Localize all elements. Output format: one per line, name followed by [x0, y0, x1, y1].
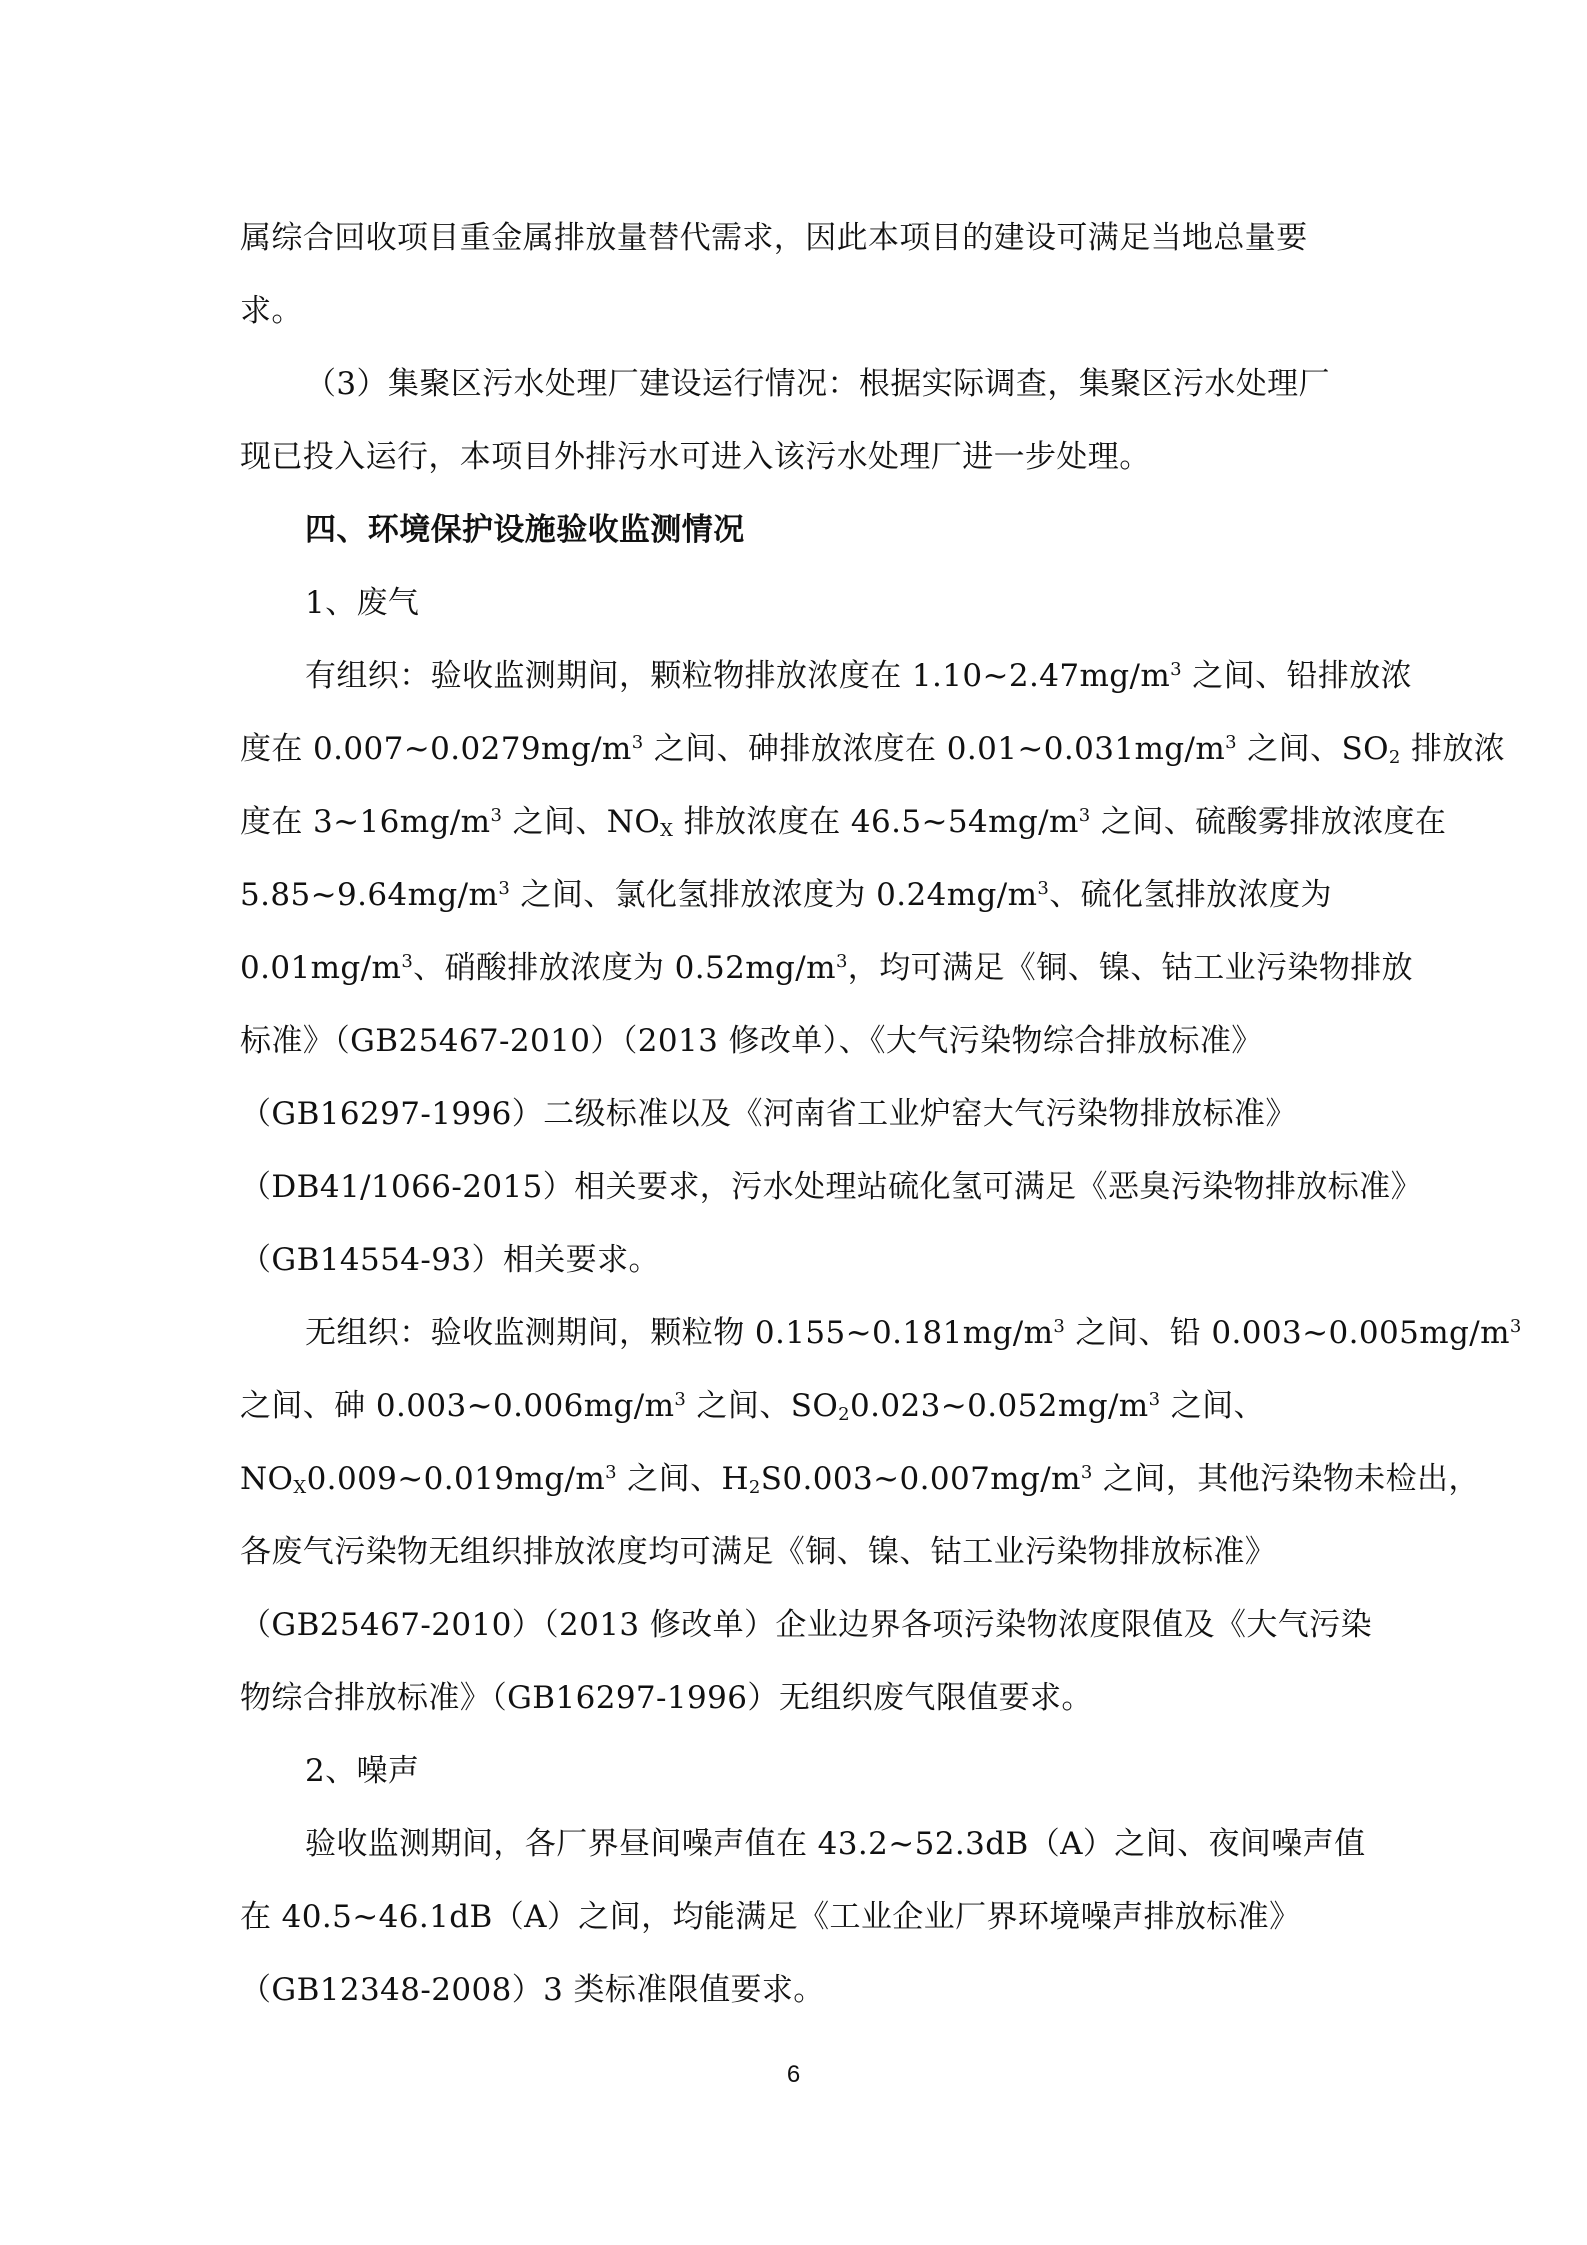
text-line: $0.01mg/m^3$、硝酸排放浓度为 $0.52mg/m^3$，均可满足《铜、镍、钴工业污染物排放 [240, 950, 1413, 986]
text-line: （GB12348-2008）3 类标准限值要求。 [240, 1972, 825, 2008]
text-line: 在 40.5~46.1dB（A）之间，均能满足《工业企业厂界环境噪声排放标准》 [240, 1899, 1301, 1935]
text-line: 之间、砷 $0.003\sim 0.006mg/m^3$ 之间、$SO_20.023\sim 0.052mg/m^3$ 之间、 [240, 1388, 1265, 1425]
text-line: （DB41/1066-2015）相关要求，污水处理站硫化氢可满足《恶臭污染物排放标准》 [240, 1169, 1422, 1205]
text-line: 求。 [240, 293, 303, 329]
text-line: 现已投入运行，本项目外排污水可进入该污水处理厂进一步处理。 [240, 439, 1151, 475]
text-line: （GB25467-2010）（2013 修改单）企业边界各项污染物浓度限值及《大气污染 [240, 1607, 1372, 1643]
text-line: $NO_X0.009\sim 0.019mg/m^3$ 之间、$H_2S0.003\sim 0.007mg/m^3$ 之间，其他污染物未检出， [240, 1461, 1480, 1498]
text-line: （GB14554-93）相关要求。 [240, 1242, 660, 1278]
text-line: 有组织：验收监测期间，颗粒物排放浓度在 $1.10\sim 2.47mg/m^3$ 之间、铅排放浓 [305, 658, 1413, 694]
text-line: 各废气污染物无组织排放浓度均可满足《铜、镍、钴工业污染物排放标准》 [240, 1534, 1277, 1570]
text-line: 度在 $3\sim 16mg/m^3$ 之间、$NO_X$ 排放浓度在 $46.5\sim 54mg/m^3$ 之间、硫酸雾排放浓度在 [240, 804, 1447, 841]
text-line: 物综合排放标准》（GB16297-1996）无组织废气限值要求。 [240, 1680, 1093, 1716]
subsection-heading: 1、废气 [305, 585, 420, 621]
text-line: 属综合回收项目重金属排放量替代需求，因此本项目的建设可满足当地总量要 [240, 220, 1308, 256]
text-line: （3）集聚区污水处理厂建设运行情况：根据实际调查，集聚区污水处理厂 [305, 366, 1330, 402]
text-line: $5.85\sim 9.64mg/m^3$ 之间、氯化氢排放浓度为 $0.24mg/m^3$、硫化氢排放浓度为 [240, 877, 1332, 913]
section-heading: 四、环境保护设施验收监测情况 [305, 512, 745, 548]
text-line: （GB16297-1996）二级标准以及《河南省工业炉窑大气污染物排放标准》 [240, 1096, 1297, 1132]
page-number: 6 [786, 2061, 801, 2088]
text-line: 标准》（GB25467-2010）（2013 修改单）、《大气污染物综合排放标准》 [240, 1023, 1263, 1059]
text-line: 验收监测期间，各厂界昼间噪声值在 43.2~52.3dB（A）之间、夜间噪声值 [305, 1826, 1366, 1862]
text-line: 无组织：验收监测期间，颗粒物 $0.155\sim 0.181mg/m^3$ 之间、铅 $0.003\sim 0.005mg/m^3$ [305, 1315, 1522, 1351]
text-line: 度在 $0.007\sim 0.0279mg/m^3$ 之间、砷排放浓度在 $0.01\sim 0.031mg/m^3$ 之间、$SO_2$ 排放浓 [240, 731, 1506, 768]
subsection-heading: 2、噪声 [305, 1753, 420, 1789]
